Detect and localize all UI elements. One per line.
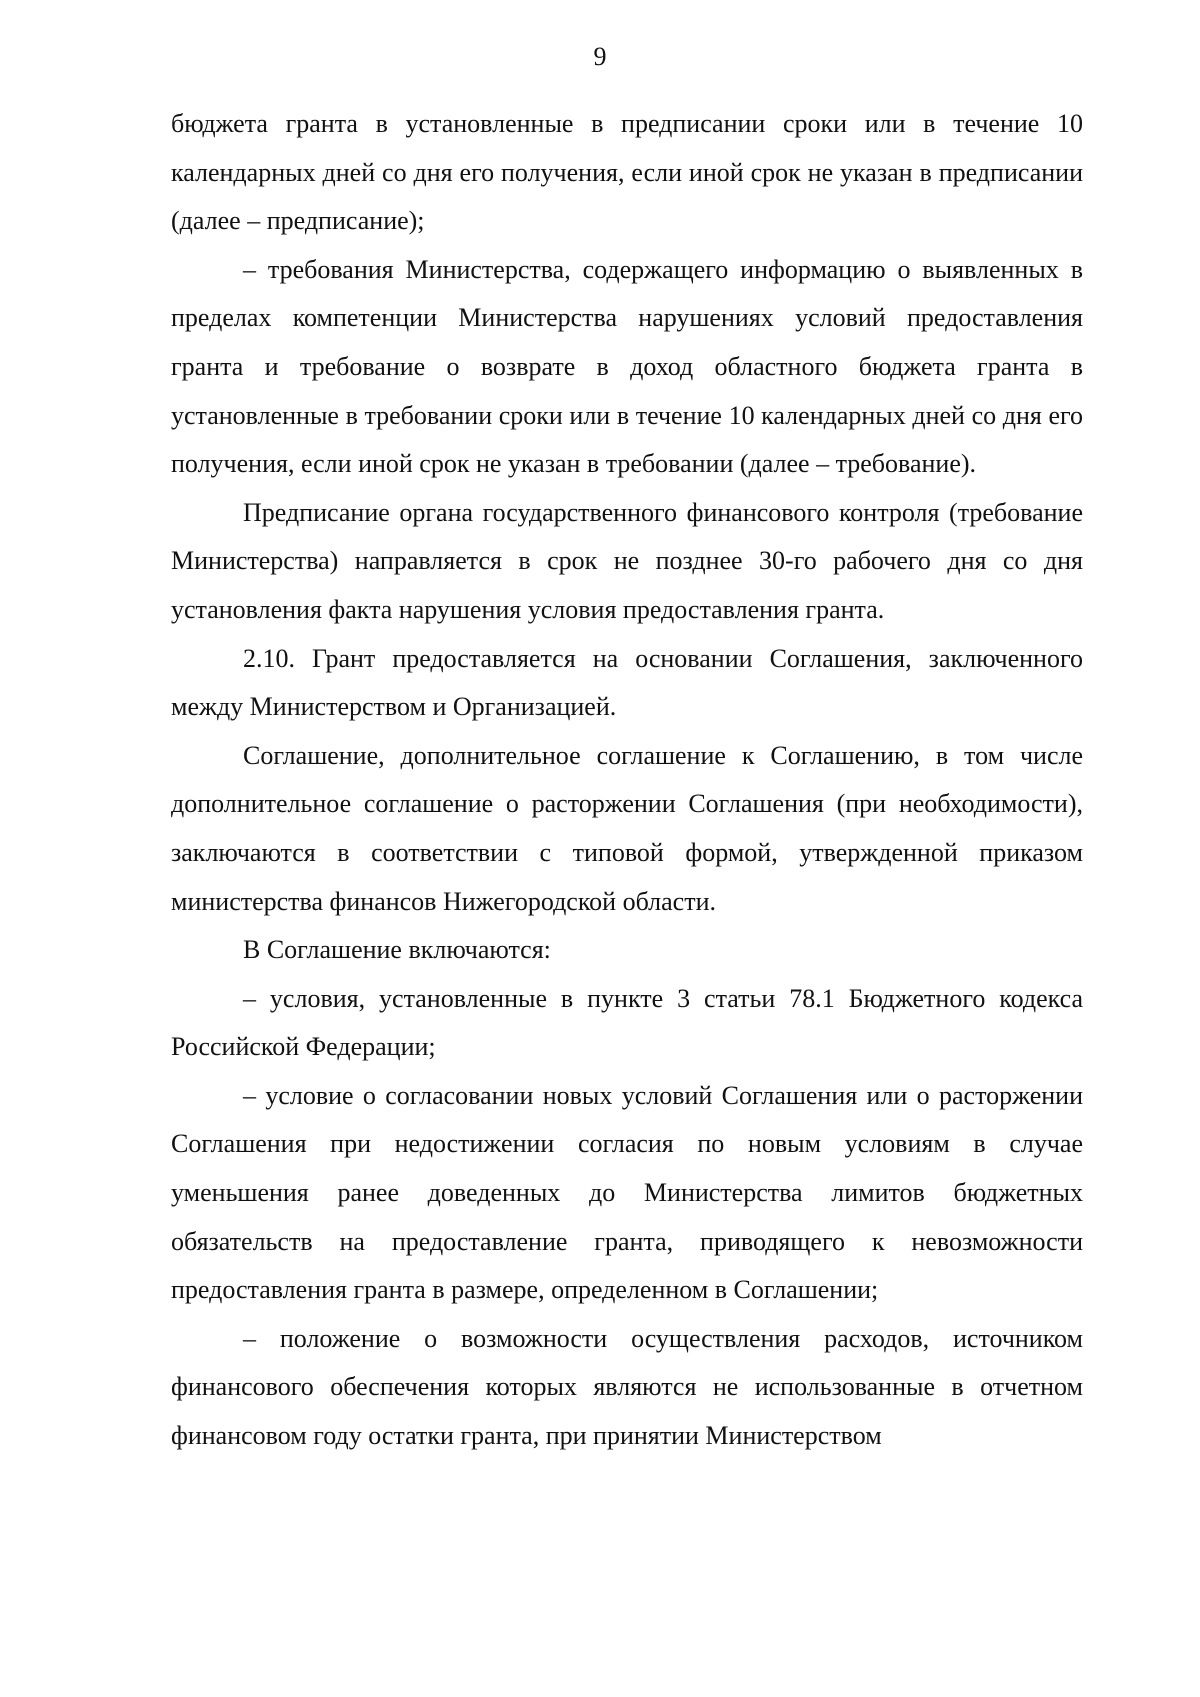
paragraph-clause-2-10: 2.10. Грант предоставляется на основании Соглашения, заключенного между Министерством и Организацией. (171, 643, 1083, 722)
list-item-new-conditions: – условие о согласовании новых условий Соглашения или о расторжении Соглашения при недостижении согласия по новым условиям в случае уменьшения ранее доведенных до Министерства лимитов бюджетных обязательств на предоставление гранта, приводящего к невозможности предоставления гранта в размере, определенном в Соглашении; (171, 1080, 1083, 1305)
document-body (171, 100, 1083, 1461)
paragraph-agreement-includes: В Соглашение включаются: (243, 935, 551, 965)
paragraph-agreement-form: Соглашение, дополнительное соглашение к Соглашению, в том числе дополнительное соглашение о расторжении Соглашения (при необходимости), заключаются в соответствии с типовой формой, утвержденной приказом министерства финансов Нижегородской области. (171, 740, 1083, 916)
list-item-remaining-funds: – положение о возможности осуществления расходов, источником финансового обеспечения которых являются не использованные в отчетном финансовом году остатки гранта, при принятии Министерством (171, 1323, 1083, 1451)
paragraph-ministry-requirement: – требования Министерства, содержащего информацию о выявленных в пределах компетенции Министерства нарушениях условий предоставления гранта и требование о возврате в доход областного бюджета гранта в установленные в требовании сроки или в течение 10 календарных дней со дня его получения, если иной срок не указан в требовании (далее – требование). (171, 254, 1083, 479)
paragraph-prescription-deadline: Предписание органа государственного финансового контроля (требование Министерства) направляется в срок не позднее 30-го рабочего дня со дня установления факта нарушения условия предоставления гранта. (171, 497, 1083, 624)
paragraph-prescription-end: бюджета гранта в установленные в предписании сроки или в течение 10 календарных дней со дня его получения, если иной срок не указан в предписании (далее – предписание); (171, 109, 1083, 236)
page-number: 9 (593, 42, 607, 71)
list-item-budget-code-conditions: – условия, установленные в пункте 3 статьи 78.1 Бюджетного кодекса Российской Федерации; (171, 983, 1083, 1062)
